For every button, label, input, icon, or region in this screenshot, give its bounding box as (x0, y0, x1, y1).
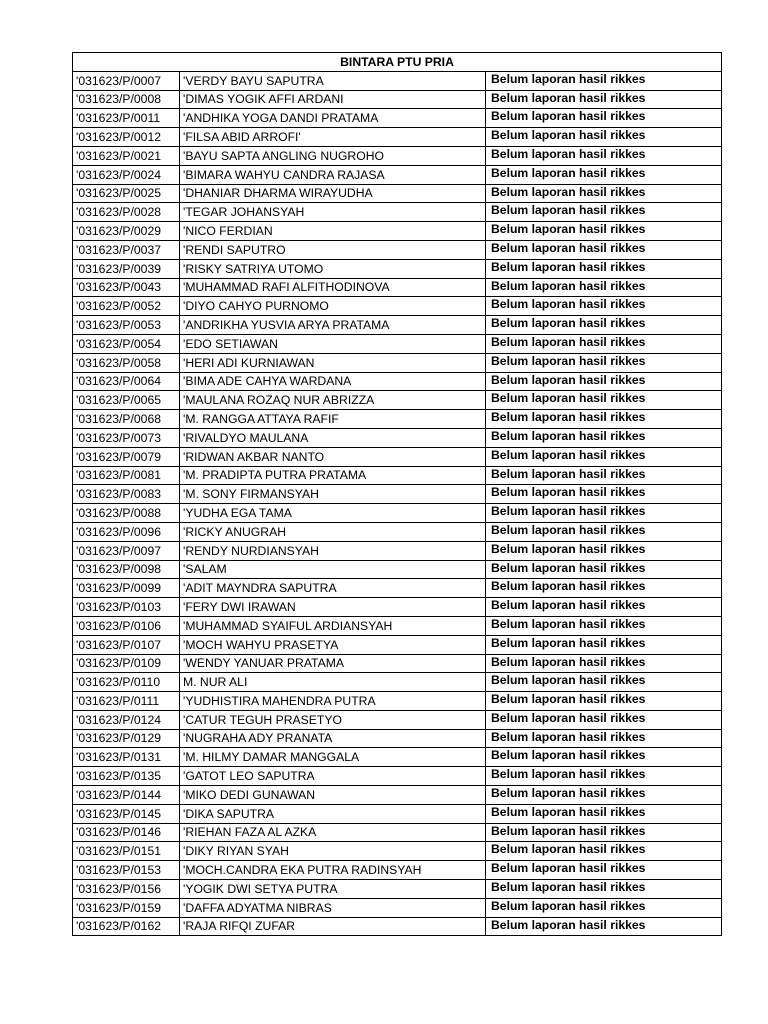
registration-number-cell: '031623/P/0058 (73, 353, 180, 372)
status-cell: Belum laporan hasil rikkes (486, 71, 722, 90)
status-cell: Belum laporan hasil rikkes (486, 466, 722, 485)
status-cell: Belum laporan hasil rikkes (486, 146, 722, 165)
candidate-name-cell: 'ADIT MAYNDRA SAPUTRA (180, 579, 486, 598)
status-cell: Belum laporan hasil rikkes (486, 522, 722, 541)
candidate-name-cell: 'DIKY RIYAN SYAH (180, 842, 486, 861)
table-row (73, 90, 722, 109)
candidate-name-cell: 'RAJA RIFQI ZUFAR (180, 917, 486, 936)
table-row (73, 823, 722, 842)
table-row (73, 184, 722, 203)
table-body (73, 71, 722, 936)
table-title: BINTARA PTU PRIA (73, 53, 722, 72)
table-row (73, 109, 722, 128)
table-row (73, 917, 722, 936)
registration-number-cell: '031623/P/0110 (73, 673, 180, 692)
registration-number-cell: '031623/P/0011 (73, 109, 180, 128)
table-row (73, 353, 722, 372)
status-cell: Belum laporan hasil rikkes (486, 485, 722, 504)
status-cell: Belum laporan hasil rikkes (486, 109, 722, 128)
table-row (73, 842, 722, 861)
candidate-table (72, 52, 722, 936)
registration-number-cell: '031623/P/0151 (73, 842, 180, 861)
table-row (73, 391, 722, 410)
candidate-name-cell: 'DHANIAR DHARMA WIRAYUDHA (180, 184, 486, 203)
registration-number-cell: '031623/P/0162 (73, 917, 180, 936)
candidate-name-cell: 'ANDHIKA YOGA DANDI PRATAMA (180, 109, 486, 128)
status-cell: Belum laporan hasil rikkes (486, 410, 722, 429)
status-cell: Belum laporan hasil rikkes (486, 259, 722, 278)
table-row (73, 692, 722, 711)
registration-number-cell: '031623/P/0037 (73, 240, 180, 259)
registration-number-cell: '031623/P/0052 (73, 297, 180, 316)
candidate-name-cell: 'HERI ADI KURNIAWAN (180, 353, 486, 372)
status-cell: Belum laporan hasil rikkes (486, 504, 722, 523)
status-cell: Belum laporan hasil rikkes (486, 692, 722, 711)
registration-number-cell: '031623/P/0088 (73, 504, 180, 523)
status-cell: Belum laporan hasil rikkes (486, 710, 722, 729)
candidate-name-cell: 'DAFFA ADYATMA NIBRAS (180, 898, 486, 917)
registration-number-cell: '031623/P/0145 (73, 804, 180, 823)
table-title-row (73, 53, 722, 72)
status-cell: Belum laporan hasil rikkes (486, 786, 722, 805)
registration-number-cell: '031623/P/0144 (73, 786, 180, 805)
candidate-name-cell: 'MOCH.CANDRA EKA PUTRA RADINSYAH (180, 861, 486, 880)
status-cell: Belum laporan hasil rikkes (486, 240, 722, 259)
registration-number-cell: '031623/P/0029 (73, 222, 180, 241)
registration-number-cell: '031623/P/0111 (73, 692, 180, 711)
status-cell: Belum laporan hasil rikkes (486, 560, 722, 579)
table-row (73, 71, 722, 90)
status-cell: Belum laporan hasil rikkes (486, 729, 722, 748)
candidate-name-cell: 'FILSA ABID ARROFI' (180, 128, 486, 147)
table-row (73, 447, 722, 466)
registration-number-cell: '031623/P/0135 (73, 767, 180, 786)
status-cell: Belum laporan hasil rikkes (486, 184, 722, 203)
candidate-name-cell: 'WENDY YANUAR PRATAMA (180, 654, 486, 673)
status-cell: Belum laporan hasil rikkes (486, 297, 722, 316)
candidate-name-cell: 'M. HILMY DAMAR MANGGALA (180, 748, 486, 767)
status-cell: Belum laporan hasil rikkes (486, 804, 722, 823)
candidate-name-cell: 'MAULANA ROZAQ NUR ABRIZZA (180, 391, 486, 410)
candidate-name-cell: 'MIKO DEDI GUNAWAN (180, 786, 486, 805)
status-cell: Belum laporan hasil rikkes (486, 447, 722, 466)
registration-number-cell: '031623/P/0098 (73, 560, 180, 579)
status-cell: Belum laporan hasil rikkes (486, 203, 722, 222)
candidate-name-cell: 'MUHAMMAD RAFI ALFITHODINOVA (180, 278, 486, 297)
status-cell: Belum laporan hasil rikkes (486, 579, 722, 598)
registration-number-cell: '031623/P/0028 (73, 203, 180, 222)
table-row (73, 316, 722, 335)
table-row (73, 410, 722, 429)
table-row (73, 748, 722, 767)
status-cell: Belum laporan hasil rikkes (486, 917, 722, 936)
candidate-name-cell: 'RICKY ANUGRAH (180, 522, 486, 541)
table-row (73, 598, 722, 617)
status-cell: Belum laporan hasil rikkes (486, 898, 722, 917)
registration-number-cell: '031623/P/0096 (73, 522, 180, 541)
table-row (73, 541, 722, 560)
table-row (73, 165, 722, 184)
registration-number-cell: '031623/P/0039 (73, 259, 180, 278)
table-row (73, 560, 722, 579)
registration-number-cell: '031623/P/0153 (73, 861, 180, 880)
table-row (73, 259, 722, 278)
registration-number-cell: '031623/P/0043 (73, 278, 180, 297)
registration-number-cell: '031623/P/0099 (73, 579, 180, 598)
table-row (73, 786, 722, 805)
candidate-name-cell: 'YOGIK DWI SETYA PUTRA (180, 880, 486, 899)
status-cell: Belum laporan hasil rikkes (486, 353, 722, 372)
status-cell: Belum laporan hasil rikkes (486, 748, 722, 767)
candidate-name-cell: 'BAYU SAPTA ANGLING NUGROHO (180, 146, 486, 165)
status-cell: Belum laporan hasil rikkes (486, 372, 722, 391)
table-row (73, 710, 722, 729)
candidate-name-cell: 'DIMAS YOGIK AFFI ARDANI (180, 90, 486, 109)
candidate-name-cell: 'DIKA SAPUTRA (180, 804, 486, 823)
candidate-name-cell: 'RISKY SATRIYA UTOMO (180, 259, 486, 278)
registration-number-cell: '031623/P/0083 (73, 485, 180, 504)
candidate-name-cell: 'RENDI SAPUTRO (180, 240, 486, 259)
status-cell: Belum laporan hasil rikkes (486, 654, 722, 673)
table-row (73, 372, 722, 391)
registration-number-cell: '031623/P/0054 (73, 334, 180, 353)
candidate-name-cell: M. NUR ALI (180, 673, 486, 692)
status-cell: Belum laporan hasil rikkes (486, 334, 722, 353)
status-cell: Belum laporan hasil rikkes (486, 541, 722, 560)
registration-number-cell: '031623/P/0065 (73, 391, 180, 410)
table-row (73, 203, 722, 222)
candidate-name-cell: 'YUDHISTIRA MAHENDRA PUTRA (180, 692, 486, 711)
status-cell: Belum laporan hasil rikkes (486, 90, 722, 109)
table-row (73, 522, 722, 541)
registration-number-cell: '031623/P/0079 (73, 447, 180, 466)
status-cell: Belum laporan hasil rikkes (486, 616, 722, 635)
registration-number-cell: '031623/P/0081 (73, 466, 180, 485)
table-row (73, 240, 722, 259)
candidate-name-cell: 'M. SONY FIRMANSYAH (180, 485, 486, 504)
table-row (73, 654, 722, 673)
status-cell: Belum laporan hasil rikkes (486, 222, 722, 241)
status-cell: Belum laporan hasil rikkes (486, 823, 722, 842)
registration-number-cell: '031623/P/0146 (73, 823, 180, 842)
candidate-name-cell: 'CATUR TEGUH PRASETYO (180, 710, 486, 729)
status-cell: Belum laporan hasil rikkes (486, 880, 722, 899)
table-row (73, 880, 722, 899)
status-cell: Belum laporan hasil rikkes (486, 128, 722, 147)
table-row (73, 861, 722, 880)
table-row (73, 729, 722, 748)
candidate-name-cell: 'BIMARA WAHYU CANDRA RAJASA (180, 165, 486, 184)
status-cell: Belum laporan hasil rikkes (486, 428, 722, 447)
status-cell: Belum laporan hasil rikkes (486, 635, 722, 654)
table-row (73, 222, 722, 241)
registration-number-cell: '031623/P/0109 (73, 654, 180, 673)
candidate-name-cell: 'NICO FERDIAN (180, 222, 486, 241)
table-row (73, 767, 722, 786)
status-cell: Belum laporan hasil rikkes (486, 278, 722, 297)
status-cell: Belum laporan hasil rikkes (486, 598, 722, 617)
status-cell: Belum laporan hasil rikkes (486, 673, 722, 692)
registration-number-cell: '031623/P/0156 (73, 880, 180, 899)
candidate-name-cell: 'NUGRAHA ADY PRANATA (180, 729, 486, 748)
registration-number-cell: '031623/P/0106 (73, 616, 180, 635)
candidate-name-cell: 'MUHAMMAD SYAIFUL ARDIANSYAH (180, 616, 486, 635)
candidate-name-cell: 'MOCH WAHYU PRASETYA (180, 635, 486, 654)
table-row (73, 616, 722, 635)
candidate-name-cell: 'FERY DWI IRAWAN (180, 598, 486, 617)
table-row (73, 635, 722, 654)
registration-number-cell: '031623/P/0053 (73, 316, 180, 335)
registration-number-cell: '031623/P/0007 (73, 71, 180, 90)
table-row (73, 485, 722, 504)
candidate-name-cell: 'BIMA ADE CAHYA WARDANA (180, 372, 486, 391)
candidate-name-cell: 'RENDY NURDIANSYAH (180, 541, 486, 560)
registration-number-cell: '031623/P/0064 (73, 372, 180, 391)
status-cell: Belum laporan hasil rikkes (486, 861, 722, 880)
table-row (73, 334, 722, 353)
status-cell: Belum laporan hasil rikkes (486, 767, 722, 786)
table-row (73, 898, 722, 917)
registration-number-cell: '031623/P/0107 (73, 635, 180, 654)
candidate-name-cell: 'RIVALDYO MAULANA (180, 428, 486, 447)
candidate-name-cell: 'TEGAR JOHANSYAH (180, 203, 486, 222)
table-row (73, 504, 722, 523)
table-row (73, 278, 722, 297)
candidate-name-cell: 'EDO SETIAWAN (180, 334, 486, 353)
candidate-name-cell: 'RIEHAN FAZA AL AZKA (180, 823, 486, 842)
candidate-name-cell: 'YUDHA EGA TAMA (180, 504, 486, 523)
registration-number-cell: '031623/P/0097 (73, 541, 180, 560)
status-cell: Belum laporan hasil rikkes (486, 165, 722, 184)
registration-number-cell: '031623/P/0025 (73, 184, 180, 203)
table-row (73, 297, 722, 316)
registration-number-cell: '031623/P/0103 (73, 598, 180, 617)
candidate-name-cell: 'M. PRADIPTA PUTRA PRATAMA (180, 466, 486, 485)
table-row (73, 804, 722, 823)
registration-number-cell: '031623/P/0012 (73, 128, 180, 147)
candidate-name-cell: 'M. RANGGA ATTAYA RAFIF (180, 410, 486, 429)
registration-number-cell: '031623/P/0131 (73, 748, 180, 767)
status-cell: Belum laporan hasil rikkes (486, 316, 722, 335)
registration-number-cell: '031623/P/0021 (73, 146, 180, 165)
table-row (73, 146, 722, 165)
candidate-name-cell: 'VERDY BAYU SAPUTRA (180, 71, 486, 90)
table-row (73, 673, 722, 692)
registration-number-cell: '031623/P/0008 (73, 90, 180, 109)
registration-number-cell: '031623/P/0124 (73, 710, 180, 729)
status-cell: Belum laporan hasil rikkes (486, 842, 722, 861)
registration-number-cell: '031623/P/0129 (73, 729, 180, 748)
candidate-name-cell: 'SALAM (180, 560, 486, 579)
table-row (73, 579, 722, 598)
candidate-name-cell: 'DIYO CAHYO PURNOMO (180, 297, 486, 316)
table-row (73, 428, 722, 447)
table-row (73, 128, 722, 147)
registration-number-cell: '031623/P/0073 (73, 428, 180, 447)
registration-number-cell: '031623/P/0159 (73, 898, 180, 917)
candidate-name-cell: 'ANDRIKHA YUSVIA ARYA PRATAMA (180, 316, 486, 335)
status-cell: Belum laporan hasil rikkes (486, 391, 722, 410)
table-row (73, 466, 722, 485)
registration-number-cell: '031623/P/0068 (73, 410, 180, 429)
candidate-name-cell: 'RIDWAN AKBAR NANTO (180, 447, 486, 466)
registration-number-cell: '031623/P/0024 (73, 165, 180, 184)
candidate-name-cell: 'GATOT LEO SAPUTRA (180, 767, 486, 786)
